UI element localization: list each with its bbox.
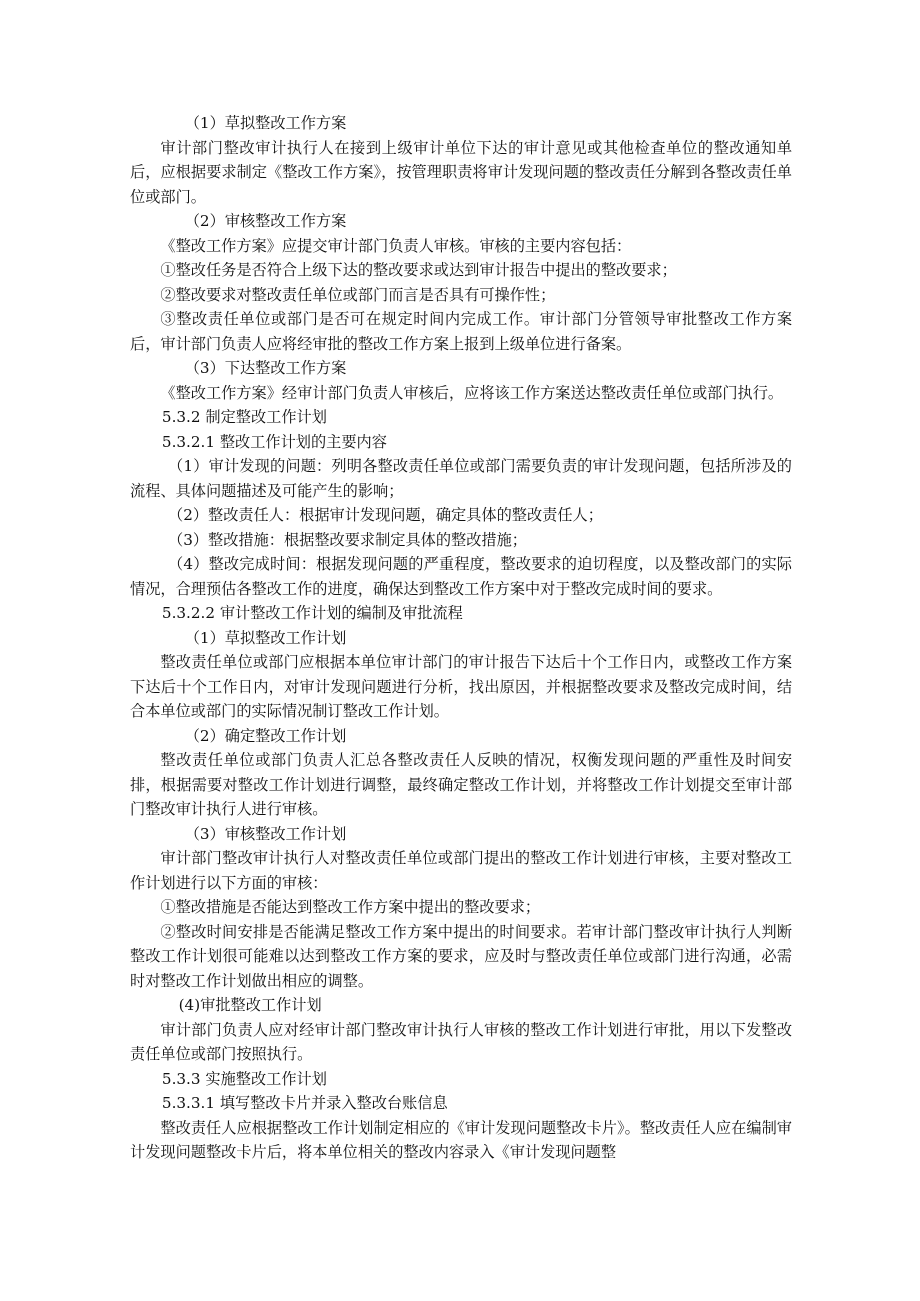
list-item: （2）整改责任人：根据审计发现问题，确定具体的整改责任人； [168,506,603,524]
list-item: （4）整改完成时间：根据发现问题的严重程度，整改要求的迫切程度，以及整改部门的实际情况，合理预估各整改工作的进度，确保达到整改工作方案中对于整改完成时间的要求。 [130,555,792,598]
document-body [130,111,792,1165]
list-item: ②整改时间安排是否能满足整改工作方案中提出的时间要求。若审计部门整改审计执行人判断整改工作计划很可能难以达到整改工作方案的要求，应及时与整改责任单位或部门进行沟通，必需时对整改工作计划做出相应的调整。 [130,922,792,990]
heading-confirm-work-plan: （2）确定整改工作计划 [184,726,347,745]
heading-draft-plan: （1）草拟整改工作方案 [184,114,347,132]
section-heading-5-3-2: 5.3.2 制定整改工作计划 [161,408,327,426]
paragraph: 整改责任人应根据整改工作计划制定相应的《审计发现问题整改卡片》。整改责任人应在编制审计发现问题整改卡片后，将本单位相关的整改内容录入《审计发现问题整 [130,1118,792,1161]
heading-review-plan: （2）审核整改工作方案 [184,212,347,230]
list-item: ①整改任务是否符合上级下达的整改要求或达到审计报告中提出的整改要求； [160,261,677,279]
list-item: （3）整改措施：根据整改要求制定具体的整改措施； [168,530,527,549]
heading-issue-plan: （3）下达整改工作方案 [184,359,347,377]
list-item: ②整改要求对整改责任单位或部门而言是否具有可操作性； [160,285,556,304]
section-heading-5-3-3: 5.3.3 实施整改工作计划 [161,1069,327,1088]
paragraph: 整改责任单位或部门负责人汇总各整改责任人反映的情况，权衡发现问题的严重性及时间安排，根据需要对整改工作计划进行调整，最终确定整改工作计划，并将整改工作计划提交至审计部门整改审计执行人进行审核。 [130,751,792,818]
paragraph: 《整改工作方案》经审计部门负责人审核后，应将该工作方案送达整改责任单位或部门执行。 [160,383,784,402]
heading-draft-work-plan: （1）草拟整改工作计划 [184,628,347,647]
paragraph: 《整改工作方案》应提交审计部门负责人审核。审核的主要内容包括： [160,236,632,255]
section-heading-5-3-2-2: 5.3.2.2 审计整改工作计划的编制及审批流程 [161,604,463,622]
heading-approve-work-plan: (4)审批整改工作计划 [178,996,322,1014]
paragraph: 审计部门整改审计执行人在接到上级审计单位下达的审计意见或其他检查单位的整改通知单后，应根据要求制定《整改工作方案》，按管理职责将审计发现问题的整改责任分解到各整改责任单位或部门。 [130,138,792,206]
paragraph: 整改责任单位或部门应根据本单位审计部门的审计报告下达后十个工作日内，或整改工作方案下达后十个工作日内，对审计发现问题进行分析，找出原因，并根据整改要求及整改完成时间，结合本单位或部门的实际情况制订整改工作计划。 [130,653,792,720]
list-item: ①整改措施是否能达到整改工作方案中提出的整改要求； [160,898,541,916]
heading-review-work-plan: （3）审核整改工作计划 [184,824,347,843]
section-heading-5-3-2-1: 5.3.2.1 整改工作计划的主要内容 [161,432,387,451]
paragraph: 审计部门整改审计执行人对整改责任单位或部门提出的整改工作计划进行审核，主要对整改工作计划进行以下方面的审核： [130,849,792,892]
list-item: （1）审计发现的问题：列明各整改责任单位或部门需要负责的审计发现问题，包括所涉及的流程、具体问题描述及可能产生的影响； [130,457,792,500]
paragraph: 审计部门负责人应对经审计部门整改审计执行人审核的整改工作计划进行审批，用以下发整改责任单位或部门按照执行。 [130,1020,792,1063]
list-item: ③整改责任单位或部门是否可在规定时间内完成工作。审计部门分管领导审批整改工作方案后，审计部门负责人应将经审批的整改工作方案上报到上级单位进行备案。 [130,310,792,353]
section-heading-5-3-3-1: 5.3.3.1 填写整改卡片并录入整改台账信息 [161,1094,448,1112]
